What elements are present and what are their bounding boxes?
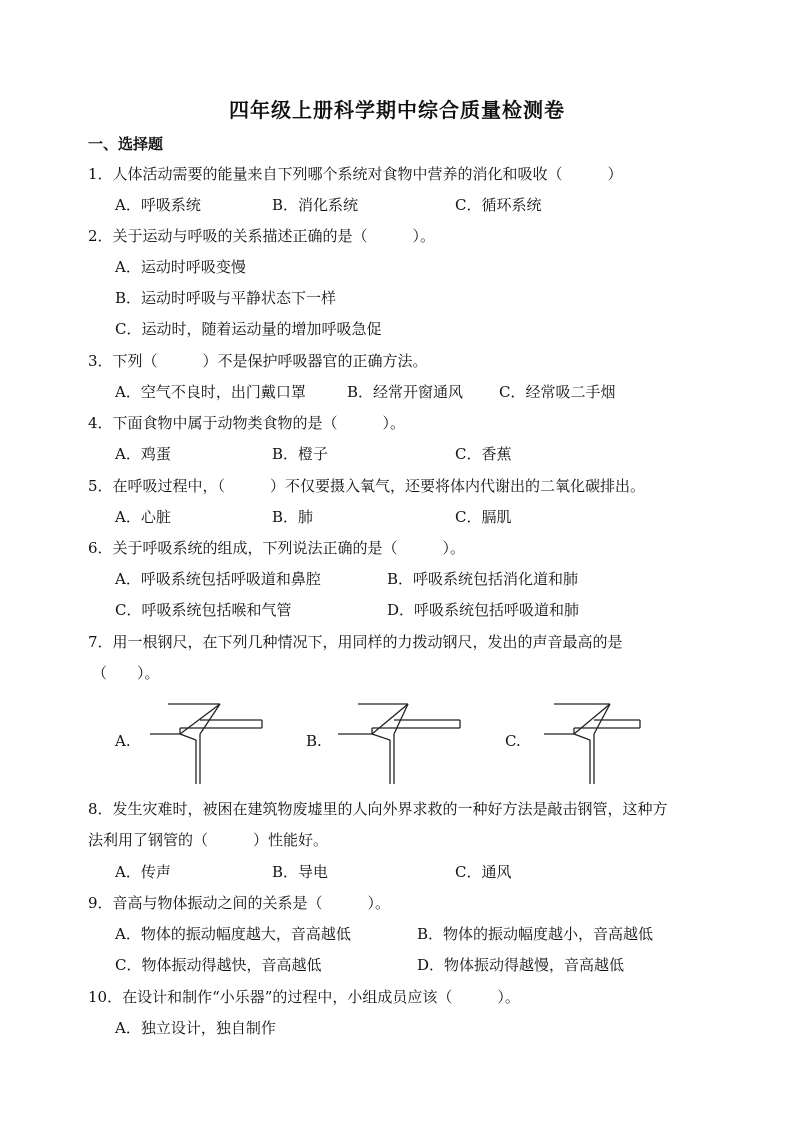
q8-option-a: A．传声 (115, 863, 171, 881)
question-1: 1．人体活动需要的能量来自下列哪个系统对食物中营养的消化和吸收（ ） (88, 165, 623, 183)
q9-option-c: C．物体振动得越快，音高越低 (115, 956, 322, 974)
question-10: 10．在设计和制作“小乐器”的过程中，小组成员应该（ ）。 (88, 988, 520, 1006)
q5-option-c: C．膈肌 (455, 508, 512, 526)
section-heading: 一、选择题 (88, 135, 164, 153)
q5-option-a: A．心脏 (115, 508, 171, 526)
q4-option-c: C．香蕉 (455, 445, 512, 463)
question-6: 6．关于呼吸系统的组成，下列说法正确的是（ ）。 (88, 539, 466, 557)
page-title: 四年级上册科学期中综合质量检测卷 (229, 98, 565, 122)
q1-option-a: A．呼吸系统 (115, 196, 201, 214)
q2-option-a: A．运动时呼吸变慢 (115, 258, 246, 276)
question-5: 5．在呼吸过程中，（ ）不仅要摄入氧气，还要将体内代谢出的二氧化碳排出。 (88, 477, 646, 495)
q2-option-b: B．运动时呼吸与平静状态下一样 (115, 289, 337, 307)
q6-option-c: C．呼吸系统包括喉和气管 (115, 601, 292, 619)
q8-option-c: C．通风 (455, 863, 512, 881)
q1-option-c: C．循环系统 (455, 196, 542, 214)
q1-option-b: B．消化系统 (272, 196, 359, 214)
q6-option-a: A．呼吸系统包括呼吸道和鼻腔 (115, 570, 321, 588)
question-3: 3．下列（ ）不是保护呼吸器官的正确方法。 (88, 352, 428, 370)
question-7-continued: （ ）。 (92, 664, 160, 682)
q8-option-b: B．导电 (272, 863, 329, 881)
q9-option-a: A．物体的振动幅度越大，音高越低 (115, 925, 351, 943)
q10-option-a: A．独立设计，独自制作 (115, 1019, 276, 1037)
q6-option-b: B．呼吸系统包括消化道和肺 (387, 570, 579, 588)
question-8-continued: 法利用了钢管的（ ）性能好。 (88, 831, 329, 849)
q3-option-a: A．空气不良时，出门戴口罩 (115, 383, 306, 401)
q4-option-b: B．橙子 (272, 445, 329, 463)
q7-figure-c (530, 700, 650, 790)
q9-option-d: D．物体振动得越慢，音高越低 (417, 956, 625, 974)
q3-option-c: C．经常吸二手烟 (499, 383, 616, 401)
question-8: 8．发生灾难时，被困在建筑物废墟里的人向外界求救的一种好方法是敲击钢管，这种方 (88, 800, 668, 818)
q7-figure-b (332, 700, 467, 790)
q7-label-c: C. (505, 732, 521, 750)
question-9: 9．音高与物体振动之间的关系是（ ）。 (88, 894, 391, 912)
q5-option-b: B．肺 (272, 508, 314, 526)
q7-label-b: B. (306, 732, 322, 750)
q7-figure-a (140, 700, 270, 790)
q7-label-a: A. (115, 732, 131, 750)
question-4: 4．下面食物中属于动物类食物的是（ ）。 (88, 414, 406, 432)
q9-option-b: B．物体的振动幅度越小，音高越低 (417, 925, 654, 943)
q3-option-b: B．经常开窗通风 (347, 383, 464, 401)
q4-option-a: A．鸡蛋 (115, 445, 171, 463)
question-7: 7．用一根钢尺，在下列几种情况下，用同样的力拨动钢尺，发出的声音最高的是 (88, 633, 623, 651)
question-2: 2．关于运动与呼吸的关系描述正确的是（ ）。 (88, 227, 436, 245)
q6-option-d: D．呼吸系统包括呼吸道和肺 (387, 601, 580, 619)
q2-option-c: C．运动时，随着运动量的增加呼吸急促 (115, 320, 382, 338)
